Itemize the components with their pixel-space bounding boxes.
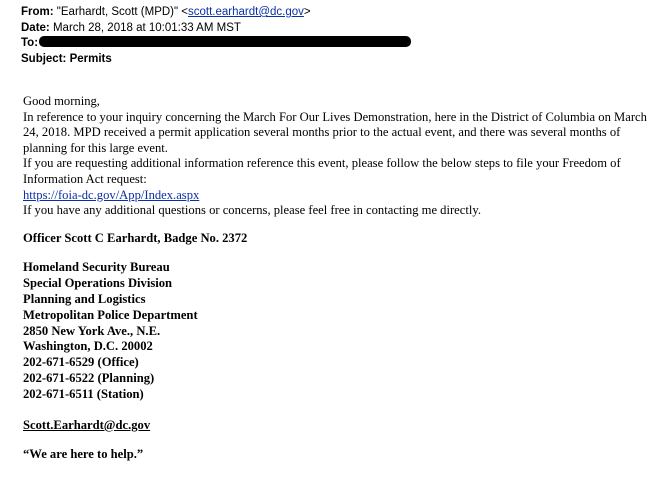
date-value: March 28, 2018 at 10:01:33 AM MST — [52, 21, 241, 34]
from-close: > — [303, 6, 311, 18]
paragraph-inquiry: In reference to your inquiry concerning the March For Our Lives Demonstration, here in the District of Columbia on March 24, 2018. MPD received a permit application several months prior to the actual event, and there was several months of planning for this large event. — [23, 109, 647, 155]
from-name: "Earhardt, Scott (MPD)" < — [56, 6, 188, 18]
signature-line: Special Operations Division — [23, 276, 173, 291]
signature-line: 2850 New York Ave., N.E. — [23, 323, 161, 338]
paragraph-foia: If you are requesting additional information reference this event, please follow the below steps to file your Freedom of Information Act request: — [23, 156, 621, 186]
foia-link[interactable]: https://foia-dc.gov/App/Index.aspx — [23, 187, 200, 202]
signature-line: 202-671-6522 (Planning) — [23, 370, 155, 385]
subject-row — [21, 52, 411, 68]
signature-line: 202-671-6529 (Office) — [23, 355, 139, 370]
subject-value: Permits — [69, 52, 112, 65]
signature-motto: “We are here to help.” — [23, 447, 144, 462]
signature-email-link[interactable]: Scott.Earhardt@dc.gov — [23, 417, 151, 432]
signature-line: 202-671-6511 (Station) — [23, 386, 144, 401]
redaction-bar — [39, 36, 411, 47]
from-address-link[interactable]: scott.earhardt@dc.gov — [188, 6, 304, 18]
from-label: From: — [21, 6, 54, 18]
email-body — [23, 94, 648, 463]
date-row — [21, 21, 411, 37]
to-row — [21, 36, 411, 52]
date-label: Date: — [21, 21, 50, 34]
signature-name: Officer Scott C Earhardt, Badge No. 2372 — [23, 230, 248, 245]
subject-label: Subject: — [21, 52, 67, 65]
signature-line: Homeland Security Bureau — [23, 260, 170, 275]
greeting: Good morning, — [23, 94, 100, 108]
from-row — [21, 5, 411, 21]
signature-line: Washington, D.C. 20002 — [23, 339, 153, 354]
signature-line: Planning and Logistics — [23, 291, 146, 306]
paragraph-questions: If you have any additional questions or concerns, please feel free in contacting me directly. — [23, 203, 481, 218]
signature-line: Metropolitan Police Department — [23, 307, 198, 322]
signature-block — [23, 260, 648, 402]
email-headers — [21, 5, 411, 67]
to-label: To: — [21, 37, 39, 49]
